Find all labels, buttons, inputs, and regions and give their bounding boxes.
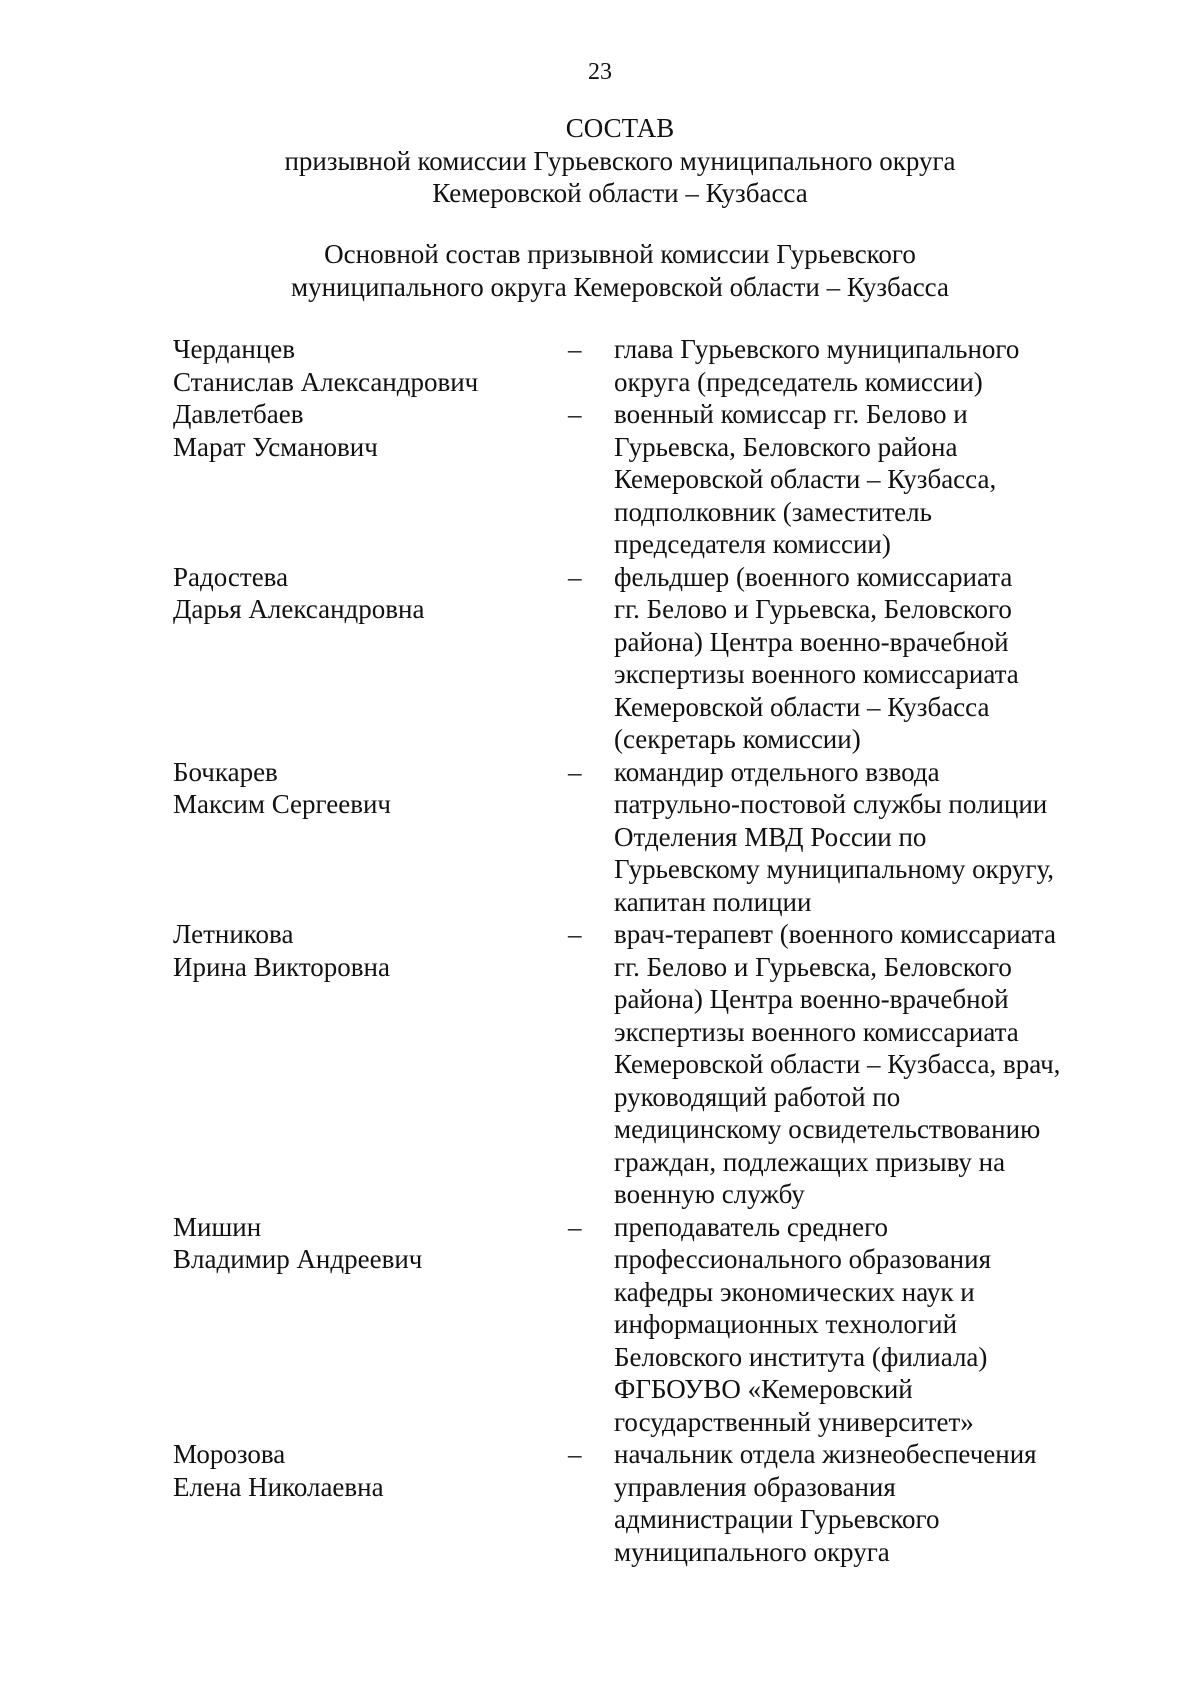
document-subtitle-line-1: призывной комиссии Гурьевского муниципального округа	[284, 145, 956, 176]
member-role-line: начальник отдела жизнеобеспечения	[614, 1439, 1037, 1469]
member-surname: Морозова	[173, 1439, 286, 1469]
member-role-line: гг. Белово и Гурьевска, Беловского	[614, 594, 1012, 624]
members-list	[173, 333, 1133, 1568]
member-dash: –	[568, 561, 582, 592]
member-name	[173, 398, 568, 463]
member-name	[173, 1438, 568, 1503]
member-dash: –	[568, 399, 582, 429]
member-name	[173, 1211, 568, 1276]
member-role-line: информационных технологий	[614, 1309, 958, 1339]
member-role-line: руководящий работой по	[614, 1081, 901, 1112]
member-surname: Бочкарев	[173, 756, 278, 787]
member-role-line: Беловского института (филиала)	[614, 1341, 988, 1372]
member-role-line: капитан полиции	[614, 886, 812, 917]
page-number: 23	[588, 59, 612, 85]
member-dash: –	[568, 1439, 582, 1469]
member-role-line: военный комиссар гг. Белово и	[614, 399, 968, 429]
member-role-line: Гурьевскому муниципальному округу,	[614, 854, 1055, 884]
member-dash: –	[568, 334, 582, 364]
member-role	[614, 756, 1133, 919]
member-role	[614, 561, 1133, 756]
member-role	[614, 1211, 1133, 1439]
member-row	[173, 756, 1133, 919]
member-row	[173, 918, 1133, 1211]
member-role-line: администрации Гурьевского	[614, 1504, 940, 1534]
member-given-names: Станислав Александрович	[173, 366, 479, 397]
member-role-line: (секретарь комиссии)	[614, 724, 861, 754]
member-role-line: фельдшер (военного комиссариата	[614, 561, 1013, 592]
member-row	[173, 561, 1133, 756]
member-role-line: гг. Белово и Гурьевска, Беловского	[614, 951, 1012, 982]
member-role-line: командир отдельного взвода	[614, 756, 940, 787]
member-role	[614, 1438, 1133, 1568]
member-given-names: Владимир Андреевич	[173, 1244, 423, 1274]
document-subtitle-line-2: Кемеровской области – Кузбасса	[432, 178, 808, 208]
member-role-line: Гурьевска, Беловского района	[614, 431, 958, 462]
member-dash: –	[568, 1211, 582, 1242]
member-role-line: патрульно-постовой службы полиции	[614, 789, 1048, 819]
member-role	[614, 918, 1133, 1211]
member-role-line: муниципального округа	[614, 1536, 890, 1567]
member-row	[173, 398, 1133, 561]
member-given-names: Марат Усманович	[173, 431, 378, 462]
member-role-line: Отделения МВД России по	[614, 821, 927, 852]
member-given-names: Дарья Александровна	[173, 594, 425, 624]
member-given-names: Елена Николаевна	[173, 1471, 384, 1502]
member-surname: Радостева	[173, 561, 289, 592]
member-role-line: председателя комиссии)	[614, 529, 891, 559]
member-row	[173, 1211, 1133, 1439]
member-role-line: кафедры экономических наук и	[614, 1276, 975, 1307]
member-role-line: района) Центра военно-врачебной	[614, 626, 1009, 657]
member-role	[614, 333, 1133, 398]
member-given-names: Максим Сергеевич	[173, 789, 391, 819]
member-name	[173, 918, 568, 983]
member-row	[173, 333, 1133, 398]
member-surname: Черданцев	[173, 334, 296, 364]
member-role-line: Кемеровской области – Кузбасса, врач,	[614, 1049, 1061, 1079]
member-role-line: преподаватель среднего	[614, 1211, 889, 1242]
section-heading-line-2: муниципального округа Кемеровской области – Кузбасса	[291, 271, 949, 302]
document-title-block	[120, 112, 1120, 210]
member-role-line: ФГБОУВО «Кемеровский	[614, 1374, 913, 1404]
member-name	[173, 756, 568, 821]
document-title: СОСТАВ	[565, 113, 675, 143]
member-role-line: государственный университет»	[614, 1406, 974, 1437]
member-dash: –	[568, 756, 582, 787]
member-role-line: экспертизы военного комиссариата	[614, 659, 1019, 689]
member-role-line: района) Центра военно-врачебной	[614, 984, 1009, 1014]
member-role-line: профессионального образования	[614, 1244, 991, 1274]
member-role-line: военную службу	[614, 1179, 805, 1209]
member-role-line: Кемеровской области – Кузбасса	[614, 691, 990, 722]
member-name	[173, 561, 568, 626]
member-surname: Летникова	[173, 919, 294, 949]
member-role-line: экспертизы военного комиссариата	[614, 1016, 1019, 1047]
member-role-line: управления образования	[614, 1471, 896, 1502]
member-role-line: Кемеровской области – Кузбасса,	[614, 464, 997, 494]
member-row	[173, 1438, 1133, 1568]
member-role-line: медицинскому освидетельствованию	[614, 1114, 1041, 1144]
member-role-line: врач-терапевт (военного комиссариата	[614, 919, 1057, 949]
member-role-line: глава Гурьевского муниципального	[614, 334, 1020, 364]
member-surname: Давлетбаев	[173, 399, 304, 429]
member-given-names: Ирина Викторовна	[173, 951, 390, 982]
member-dash: –	[568, 919, 582, 949]
member-surname: Мишин	[173, 1211, 262, 1242]
member-role	[614, 398, 1133, 561]
member-role-line: подполковник (заместитель	[614, 496, 932, 527]
member-role-line: округа (председатель комиссии)	[614, 366, 983, 397]
section-heading-line-1: Основной состав призывной комиссии Гурьевского	[324, 239, 916, 269]
member-name	[173, 333, 568, 398]
section-heading	[120, 238, 1120, 303]
member-role-line: граждан, подлежащих призыву на	[614, 1146, 1006, 1177]
